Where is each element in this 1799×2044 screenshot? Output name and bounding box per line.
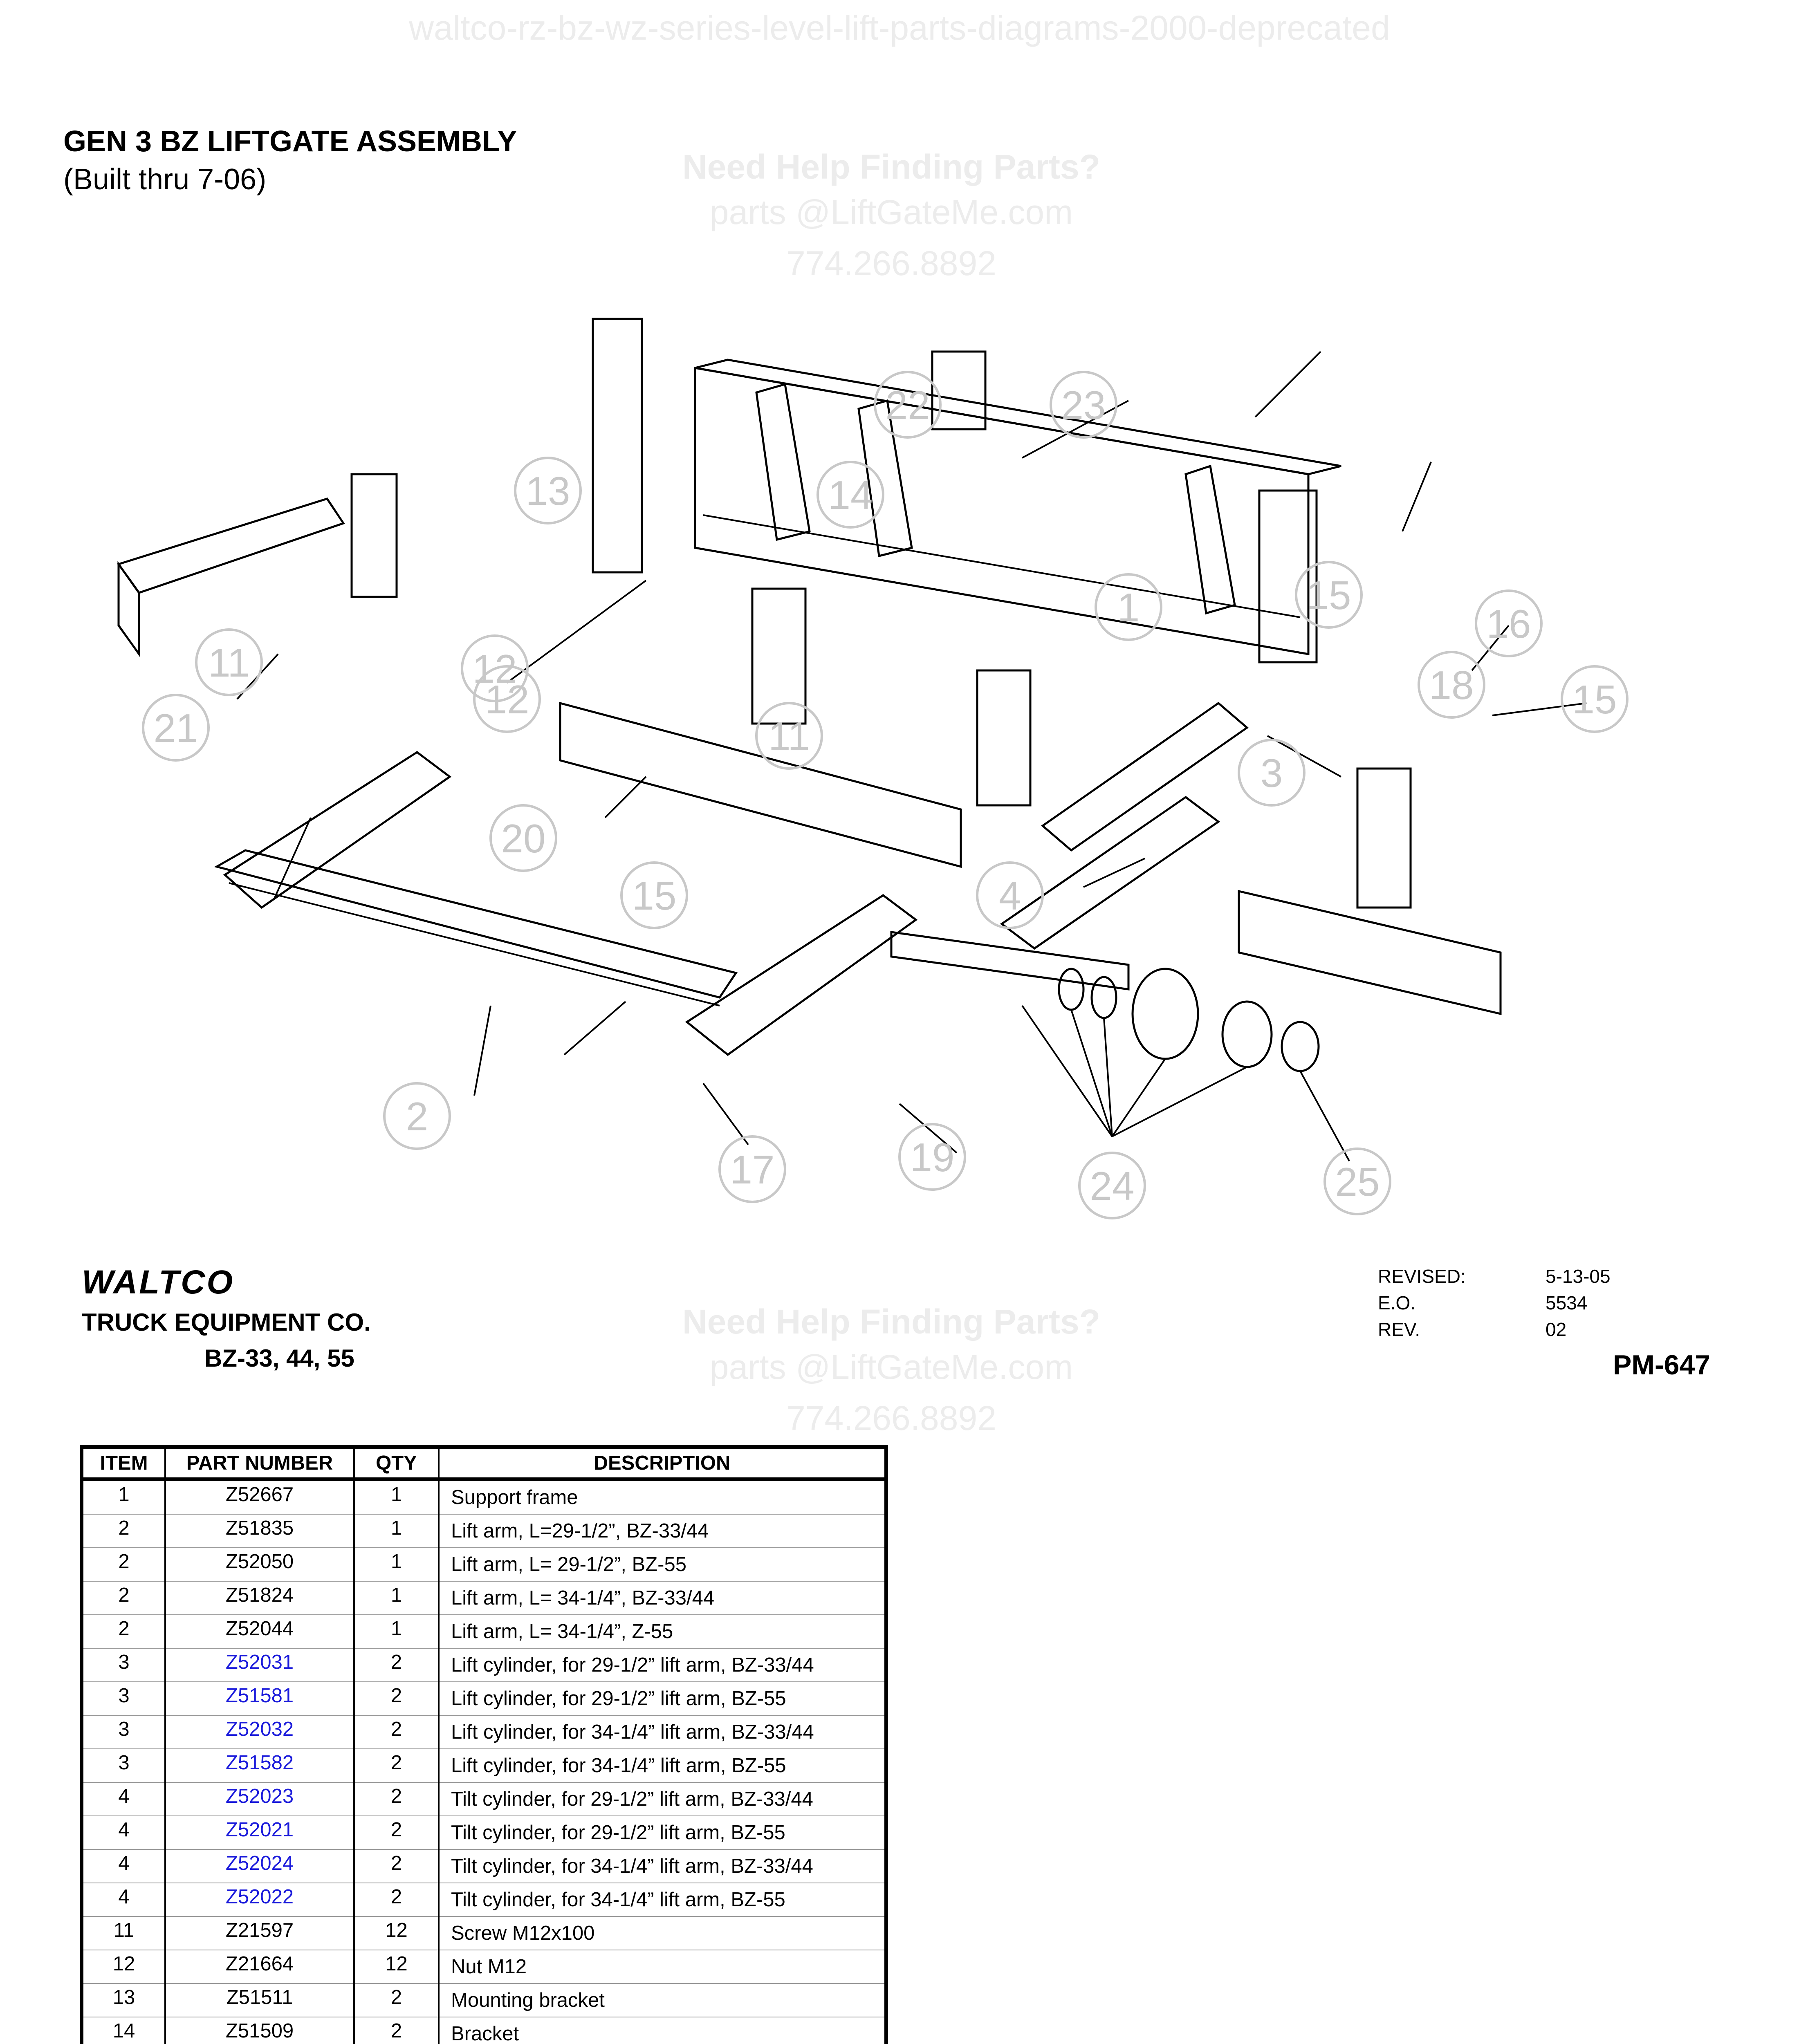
header-part-number: PART NUMBER (165, 1447, 354, 1479)
table-row (82, 1715, 886, 1749)
part-number-cell: Z21664 (165, 1950, 354, 1983)
table-row (82, 1950, 886, 1983)
description-cell: Lift cylinder, for 34-1/4” lift arm, BZ-55 (439, 1749, 886, 1782)
table-row (82, 2017, 886, 2044)
help-phone: 774.266.8892 (786, 1399, 996, 1437)
rev-value: 02 (1546, 1319, 1567, 1340)
item-cell: 3 (82, 1682, 166, 1715)
callout-24: 24 (1090, 1163, 1135, 1208)
description-cell: Lift cylinder, for 29-1/2” lift arm, BZ-55 (439, 1682, 886, 1715)
part-number-cell[interactable]: Z52021 (165, 1816, 354, 1849)
table-row (82, 1581, 886, 1615)
bumper-side-left-drawing (119, 474, 397, 654)
item-cell: 2 (82, 1548, 166, 1581)
qty-cell: 12 (354, 1916, 439, 1950)
table-row (82, 1782, 886, 1816)
table-header-row (82, 1447, 886, 1479)
part-number-cell[interactable]: Z52023 (165, 1782, 354, 1816)
table-row (82, 1648, 886, 1682)
callout-15: 15 (1572, 677, 1617, 722)
qty-cell: 2 (354, 1682, 439, 1715)
description-cell: Support frame (439, 1479, 886, 1515)
callout-3: 3 (1260, 751, 1283, 796)
callout-25: 25 (1335, 1159, 1380, 1204)
table-row (82, 1816, 886, 1849)
callout-20: 20 (501, 816, 546, 861)
callout-12: 12 (485, 677, 529, 722)
item-cell: 4 (82, 1883, 166, 1916)
item-cell: 2 (82, 1581, 166, 1615)
page-subtitle: (Built thru 7-06) (63, 163, 267, 196)
exploded-diagram (82, 245, 1717, 1226)
item-cell: 4 (82, 1849, 166, 1883)
leader-lines (237, 352, 1586, 1161)
header-qty: QTY (354, 1447, 439, 1479)
callout-13: 13 (525, 468, 570, 513)
qty-cell: 2 (354, 1816, 439, 1849)
help-email: parts @LiftGateMe.com (709, 1348, 1073, 1386)
description-cell: Lift arm, L=29-1/2”, BZ-33/44 (439, 1514, 886, 1548)
callout-12: 12 (472, 646, 517, 691)
qty-cell: 12 (354, 1950, 439, 1983)
table-row (82, 1514, 886, 1548)
part-number-cell: Z21597 (165, 1916, 354, 1950)
company-logo: WALTCO (82, 1264, 235, 1301)
description-cell: Tilt cylinder, for 34-1/4” lift arm, BZ-33/44 (439, 1849, 886, 1883)
description-cell: Tilt cylinder, for 34-1/4” lift arm, BZ-55 (439, 1883, 886, 1916)
part-number-cell: Z51511 (165, 1983, 354, 2017)
part-number-cell[interactable]: Z51581 (165, 1682, 354, 1715)
help-phone: 774.266.8892 (786, 244, 996, 282)
item-cell: 3 (82, 1648, 166, 1682)
table-row (82, 1615, 886, 1648)
part-number-cell[interactable]: Z52031 (165, 1648, 354, 1682)
part-number-cell[interactable]: Z52024 (165, 1849, 354, 1883)
callout-4: 4 (998, 873, 1021, 918)
callout-19: 19 (910, 1135, 955, 1180)
company-name: TRUCK EQUIPMENT CO. (82, 1309, 371, 1336)
item-cell: 4 (82, 1816, 166, 1849)
table-row (82, 1548, 886, 1581)
qty-cell: 1 (354, 1548, 439, 1581)
item-cell: 14 (82, 2017, 166, 2044)
help-watermark-2 (605, 1302, 1178, 1444)
qty-cell: 2 (354, 1849, 439, 1883)
rev-label: REV. (1378, 1319, 1420, 1340)
part-number-cell[interactable]: Z52022 (165, 1883, 354, 1916)
qty-cell: 2 (354, 1749, 439, 1782)
revised-value: 5-13-05 (1546, 1266, 1611, 1287)
qty-cell: 1 (354, 1479, 439, 1515)
eo-value: 5534 (1546, 1292, 1588, 1313)
item-cell: 4 (82, 1782, 166, 1816)
qty-cell: 2 (354, 1983, 439, 2017)
model-list: BZ-33, 44, 55 (204, 1345, 354, 1372)
parts-table (80, 1445, 888, 2044)
description-cell: Nut M12 (439, 1950, 886, 1983)
callout-17: 17 (730, 1147, 775, 1192)
callout-bubbles (143, 372, 1627, 1218)
callout-15: 15 (1306, 573, 1351, 618)
description-cell: Lift arm, L= 34-1/4”, Z-55 (439, 1615, 886, 1648)
item-cell: 2 (82, 1514, 166, 1548)
part-number-cell: Z51509 (165, 2017, 354, 2044)
description-cell: Mounting bracket (439, 1983, 886, 2017)
support-frame-drawing (593, 319, 1341, 662)
description-cell: Lift arm, L= 34-1/4”, BZ-33/44 (439, 1581, 886, 1615)
table-row (82, 1916, 886, 1950)
callout-18: 18 (1429, 663, 1474, 708)
callout-11: 11 (208, 640, 250, 685)
part-number-cell: Z52050 (165, 1548, 354, 1581)
qty-cell: 2 (354, 1883, 439, 1916)
table-row (82, 1849, 886, 1883)
header-item: ITEM (82, 1447, 166, 1479)
eo-label: E.O. (1378, 1292, 1416, 1313)
part-number-cell[interactable]: Z51582 (165, 1749, 354, 1782)
qty-cell: 2 (354, 1648, 439, 1682)
header-description: DESCRIPTION (439, 1447, 886, 1479)
item-cell: 2 (82, 1615, 166, 1648)
help-email: parts @LiftGateMe.com (709, 193, 1073, 231)
description-cell: Lift cylinder, for 34-1/4” lift arm, BZ-33/44 (439, 1715, 886, 1749)
description-cell: Lift cylinder, for 29-1/2” lift arm, BZ-33/44 (439, 1648, 886, 1682)
qty-cell: 2 (354, 1715, 439, 1749)
table-row (82, 1682, 886, 1715)
table-row (82, 1479, 886, 1515)
description-cell: Tilt cylinder, for 29-1/2” lift arm, BZ-33/44 (439, 1782, 886, 1816)
item-cell: 3 (82, 1715, 166, 1749)
top-watermark: waltco-rz-bz-wz-series-level-lift-parts-diagrams-2000-deprecated (409, 9, 1390, 47)
revised-label: REVISED: (1378, 1266, 1466, 1287)
callout-21: 21 (153, 706, 198, 751)
table-row (82, 1749, 886, 1782)
callout-14: 14 (828, 473, 873, 518)
item-cell: 13 (82, 1983, 166, 2017)
callout-1: 1 (1117, 585, 1140, 630)
item-cell: 11 (82, 1916, 166, 1950)
qty-cell: 1 (354, 1581, 439, 1615)
callout-15: 15 (632, 873, 677, 918)
qty-cell: 1 (354, 1615, 439, 1648)
qty-cell: 2 (354, 2017, 439, 2044)
item-cell: 1 (82, 1479, 166, 1515)
help-heading: Need Help Finding Parts? (682, 148, 1101, 186)
qty-cell: 2 (354, 1782, 439, 1816)
description-cell: Tilt cylinder, for 29-1/2” lift arm, BZ-55 (439, 1816, 886, 1849)
part-number-cell: Z52044 (165, 1615, 354, 1648)
page-code: PM-647 (1613, 1349, 1711, 1381)
item-cell: 12 (82, 1950, 166, 1983)
qty-cell: 1 (354, 1514, 439, 1548)
help-watermark (605, 147, 1178, 289)
parts-table-body (82, 1479, 886, 2044)
callout-22: 22 (885, 383, 930, 428)
callout-11: 11 (768, 714, 810, 759)
part-number-cell: Z51835 (165, 1514, 354, 1548)
part-number-cell: Z51824 (165, 1581, 354, 1615)
table-row (82, 1883, 886, 1916)
help-heading: Need Help Finding Parts? (682, 1302, 1101, 1341)
callout-16: 16 (1486, 601, 1531, 646)
lift-arm-drawing (217, 752, 916, 1055)
callout-23: 23 (1061, 383, 1106, 428)
part-number-cell: Z52667 (165, 1479, 354, 1515)
description-cell: Lift arm, L= 29-1/2”, BZ-55 (439, 1548, 886, 1581)
description-cell: Screw M12x100 (439, 1916, 886, 1950)
description-cell: Bracket (439, 2017, 886, 2044)
part-number-cell[interactable]: Z52032 (165, 1715, 354, 1749)
table-row (82, 1983, 886, 2017)
callout-2: 2 (406, 1094, 428, 1139)
cylinders-drawing (891, 703, 1247, 989)
item-cell: 3 (82, 1749, 166, 1782)
page-title: GEN 3 BZ LIFTGATE ASSEMBLY (63, 125, 517, 158)
